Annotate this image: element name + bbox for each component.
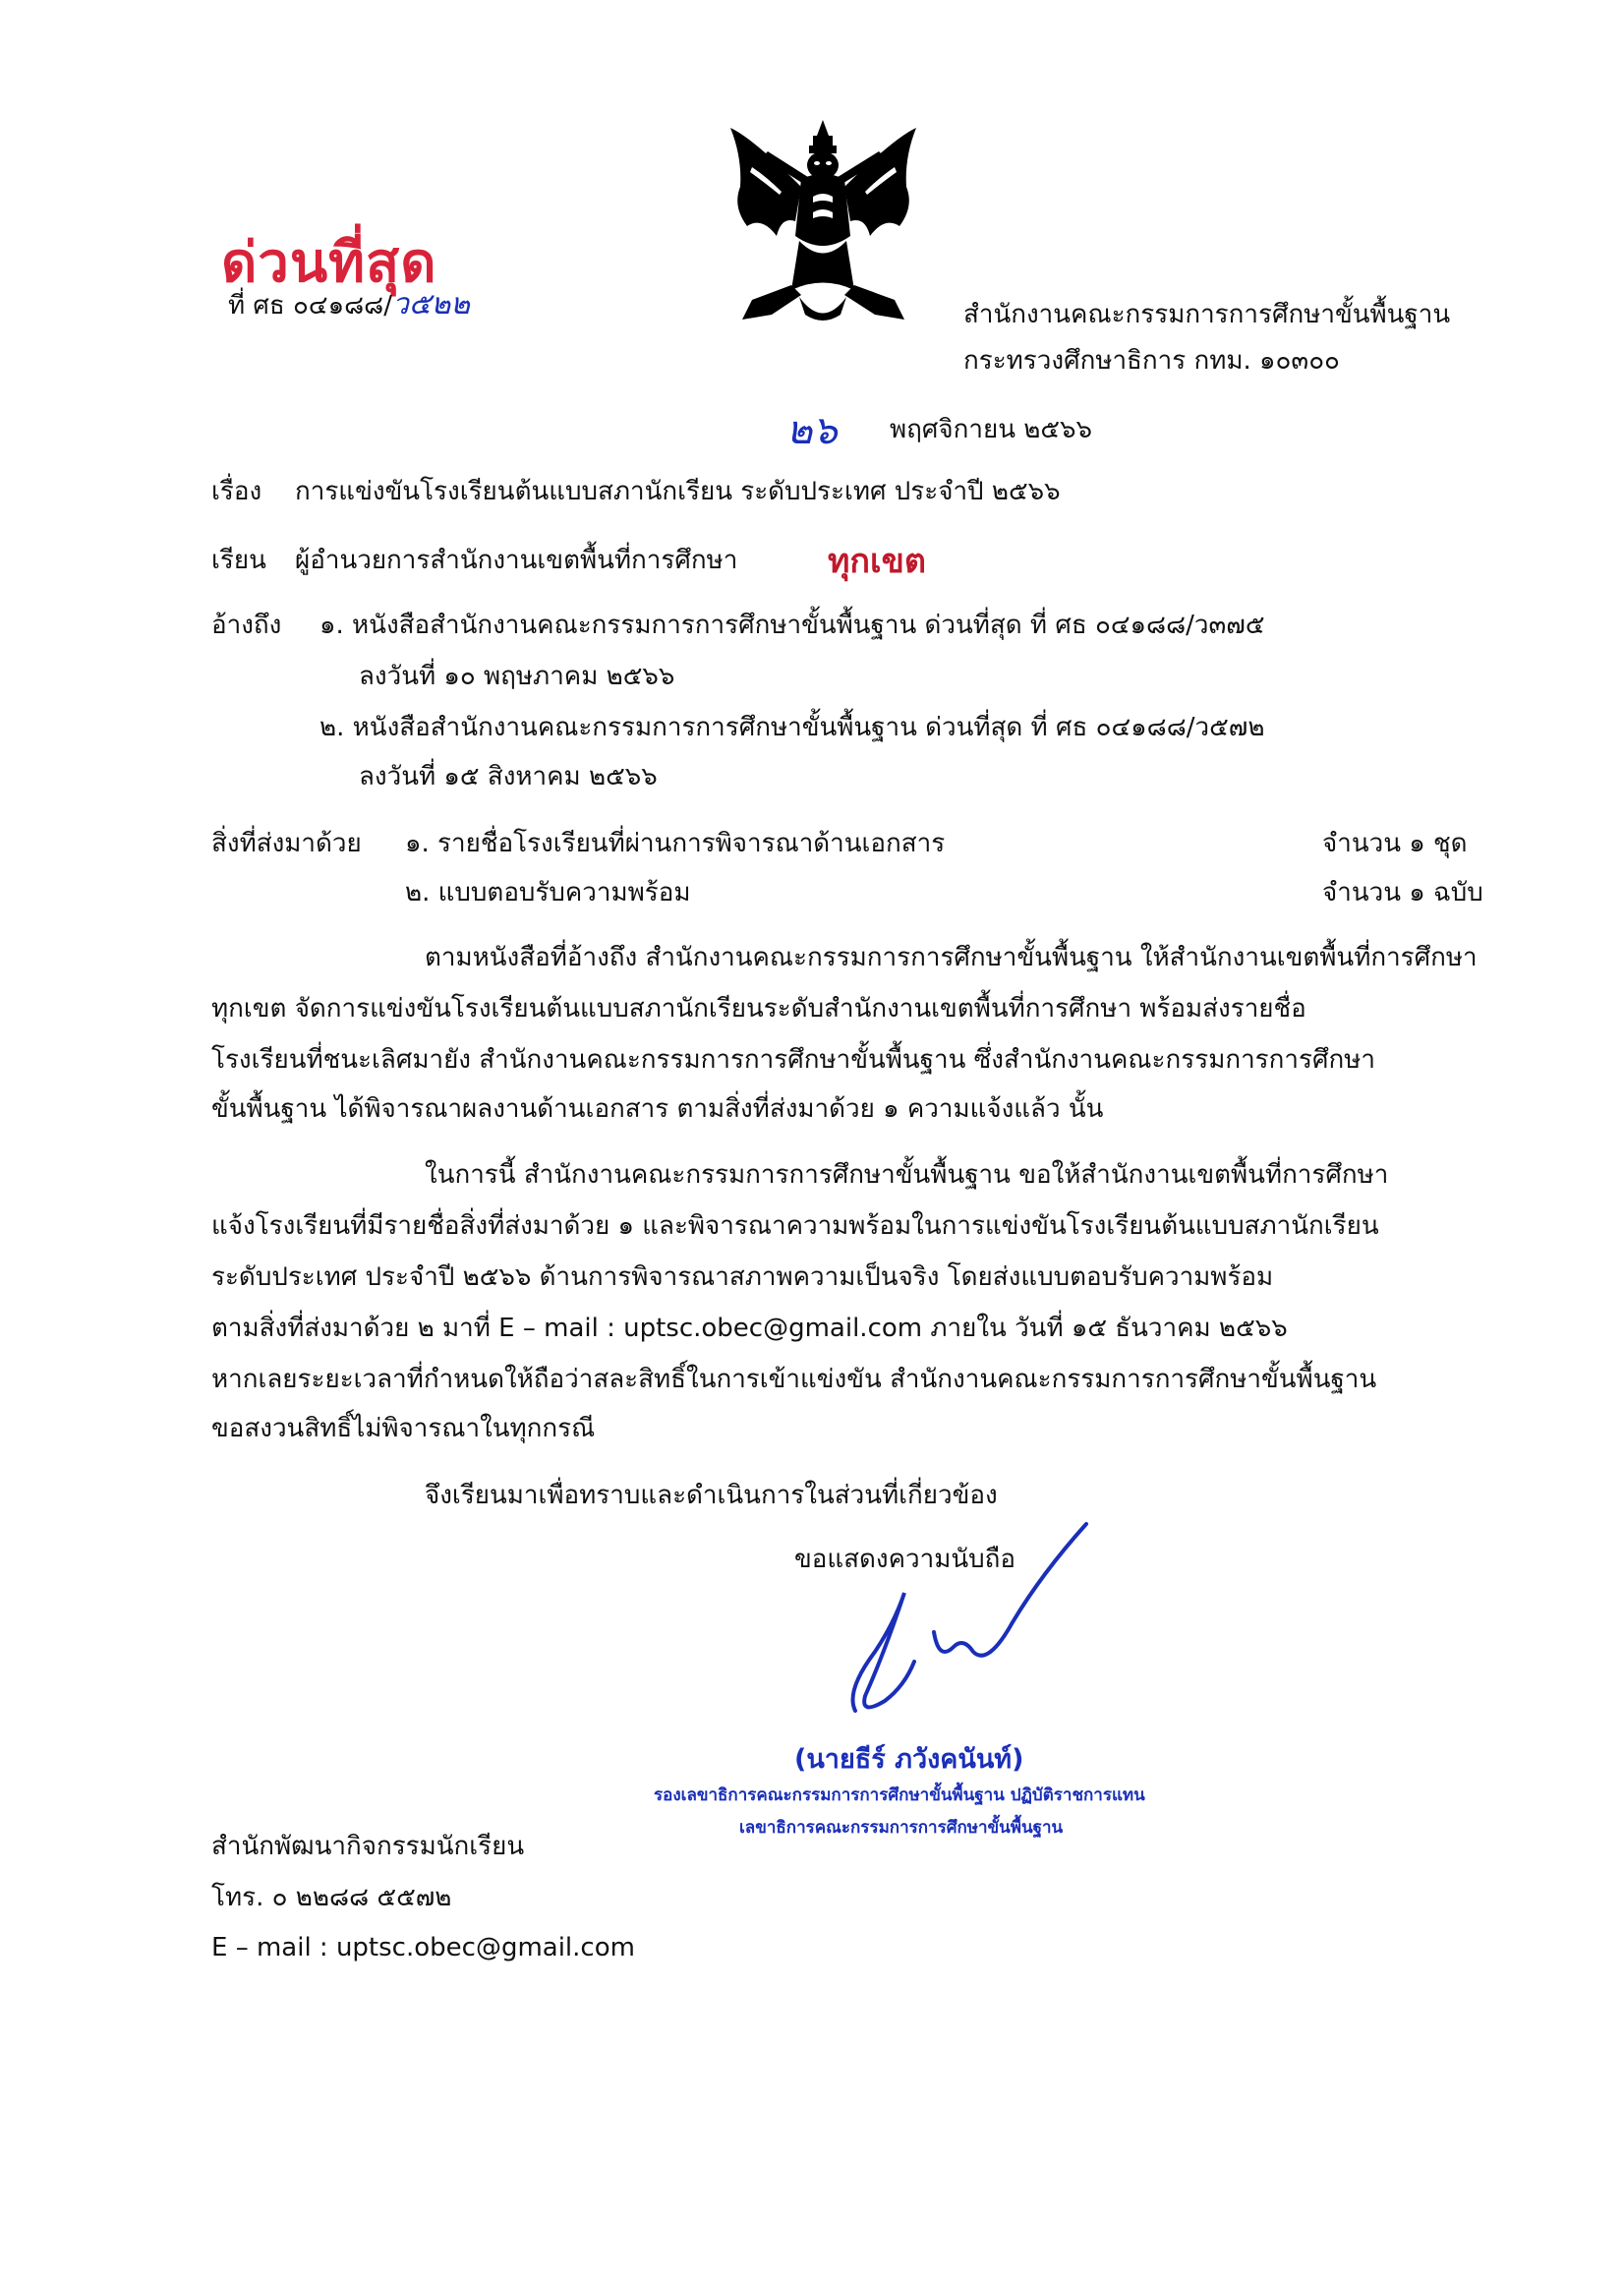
paragraph1-line: ตามหนังสือที่อ้างถึง สำนักงานคณะกรรมการการศึกษาขั้นพื้นฐาน ให้สำนักงานเขตพื้นที่การศึกษา <box>425 943 1478 972</box>
paragraph2-line: ระดับประเทศ ประจำปี ๒๕๖๖ ด้านการพิจารณาสภาพความเป็นจริง โดยส่งแบบตอบรับความพร้อม <box>211 1262 1274 1292</box>
paragraph2-line: ขอสงวนสิทธิ์ไม่พิจารณาในทุกกรณี <box>211 1414 596 1443</box>
references-label: อ้างถึง <box>211 611 282 640</box>
to-text: ผู้อำนวยการสำนักงานเขตพื้นที่การศึกษา <box>295 546 738 575</box>
paragraph1-line: ขั้นพื้นฐาน ได้พิจารณาผลงานด้านเอกสาร ตามสิ่งที่ส่งมาด้วย ๑ ความแจ้งแล้ว นั้น <box>211 1094 1104 1124</box>
issuer-ministry: กระทรวงศึกษาธิการ กทม. ๑๐๓๐๐ <box>963 346 1340 376</box>
paragraph1-line: โรงเรียนที่ชนะเลิศมายัง สำนักงานคณะกรรมการการศึกษาขั้นพื้นฐาน ซึ่งสำนักงานคณะกรรมการการศึกษา <box>211 1045 1375 1075</box>
signatory-position-1: รองเลขาธิการคณะกรรมการการศึกษาขั้นพื้นฐาน ปฏิบัติราชการแทน <box>654 1785 1145 1805</box>
paragraph2-line: ในการนี้ สำนักงานคณะกรรมการการศึกษาขั้นพื้นฐาน ขอให้สำนักงานเขตพื้นที่การศึกษา <box>425 1160 1389 1190</box>
subject-label: เรื่อง <box>211 477 262 506</box>
signatory-name: (นายธีร์ ภวังคนันท์) <box>794 1744 1024 1775</box>
salutation: ขอแสดงความนับถือ <box>794 1545 1015 1574</box>
enclosure-2-qty: จำนวน ๑ ฉบับ <box>1322 878 1483 907</box>
contact-office: สำนักพัฒนากิจกรรมนักเรียน <box>211 1832 525 1861</box>
reference-1-line1: ๑. หนังสือสำนักงานคณะกรรมการการศึกษาขั้นพื้นฐาน ด่วนที่สุด ที่ ศธ ๐๔๑๘๘/ว๓๗๕ <box>319 611 1265 640</box>
signatory-position-2: เลขาธิการคณะกรรมการการศึกษาขั้นพื้นฐาน <box>739 1818 1064 1838</box>
signature-scribble-icon <box>816 1514 1101 1730</box>
contact-email: E – mail : uptsc.obec@gmail.com <box>211 1933 635 1962</box>
closing-text: จึงเรียนมาเพื่อทราบและดำเนินการในส่วนที่เกี่ยวข้อง <box>425 1481 998 1510</box>
date-day-handwritten: ๒๖ <box>786 408 838 453</box>
reference-2-line2: ลงวันที่ ๑๕ สิงหาคม ๒๕๖๖ <box>359 762 658 791</box>
to-handwritten: ทุกเขต <box>828 542 926 581</box>
reference-number <box>228 287 470 323</box>
enclosure-1-qty: จำนวน ๑ ชุด <box>1322 829 1468 858</box>
reference-number-handwritten: ว๕๒๒ <box>391 287 471 322</box>
enclosure-1-text: ๑. รายชื่อโรงเรียนที่ผ่านการพิจารณาด้านเอกสาร <box>405 829 946 858</box>
garuda-emblem-icon <box>723 118 924 329</box>
reference-2-line1: ๒. หนังสือสำนักงานคณะกรรมการการศึกษาขั้นพื้นฐาน ด่วนที่สุด ที่ ศธ ๐๔๑๘๘/ว๕๗๒ <box>319 713 1265 742</box>
paragraph2-line: ตามสิ่งที่ส่งมาด้วย ๒ มาที่ E – mail : uptsc.obec@gmail.com ภายใน วันที่ ๑๕ ธันวาคม ๒๕๖๖ <box>211 1314 1288 1343</box>
paragraph2-line: หากเลยระยะเวลาที่กำหนดให้ถือว่าสละสิทธิ์ในการเข้าแข่งขัน สำนักงานคณะกรรมการการศึกษาขั้นพื้นฐาน <box>211 1365 1377 1394</box>
reference-1-line2: ลงวันที่ ๑๐ พฤษภาคม ๒๕๖๖ <box>359 662 675 691</box>
subject-text: การแข่งขันโรงเรียนต้นแบบสภานักเรียน ระดับประเทศ ประจำปี ๒๕๖๖ <box>295 477 1061 506</box>
contact-phone: โทร. ๐ ๒๒๘๘ ๕๕๗๒ <box>211 1883 452 1912</box>
reference-number-prefix: ที่ ศธ ๐๔๑๘๘/ <box>228 291 392 321</box>
urgency-stamp: ด่วนที่สุด <box>221 231 437 295</box>
paragraph2-line: แจ้งโรงเรียนที่มีรายชื่อสิ่งที่ส่งมาด้วย ๑ และพิจารณาความพร้อมในการแข่งขันโรงเรียนต้นแบบสภานักเรียน <box>211 1211 1379 1241</box>
enclosure-2-text: ๒. แบบตอบรับความพร้อม <box>405 878 691 907</box>
enclosures-label: สิ่งที่ส่งมาด้วย <box>211 829 362 858</box>
date-month-year: พฤศจิกายน ๒๕๖๖ <box>890 415 1093 444</box>
issuer-office: สำนักงานคณะกรรมการการศึกษาขั้นพื้นฐาน <box>963 300 1451 329</box>
to-label: เรียน <box>211 546 266 575</box>
paragraph1-line: ทุกเขต จัดการแข่งขันโรงเรียนต้นแบบสภานักเรียนระดับสำนักงานเขตพื้นที่การศึกษา พร้อมส่งรายชื่อ <box>211 994 1306 1024</box>
